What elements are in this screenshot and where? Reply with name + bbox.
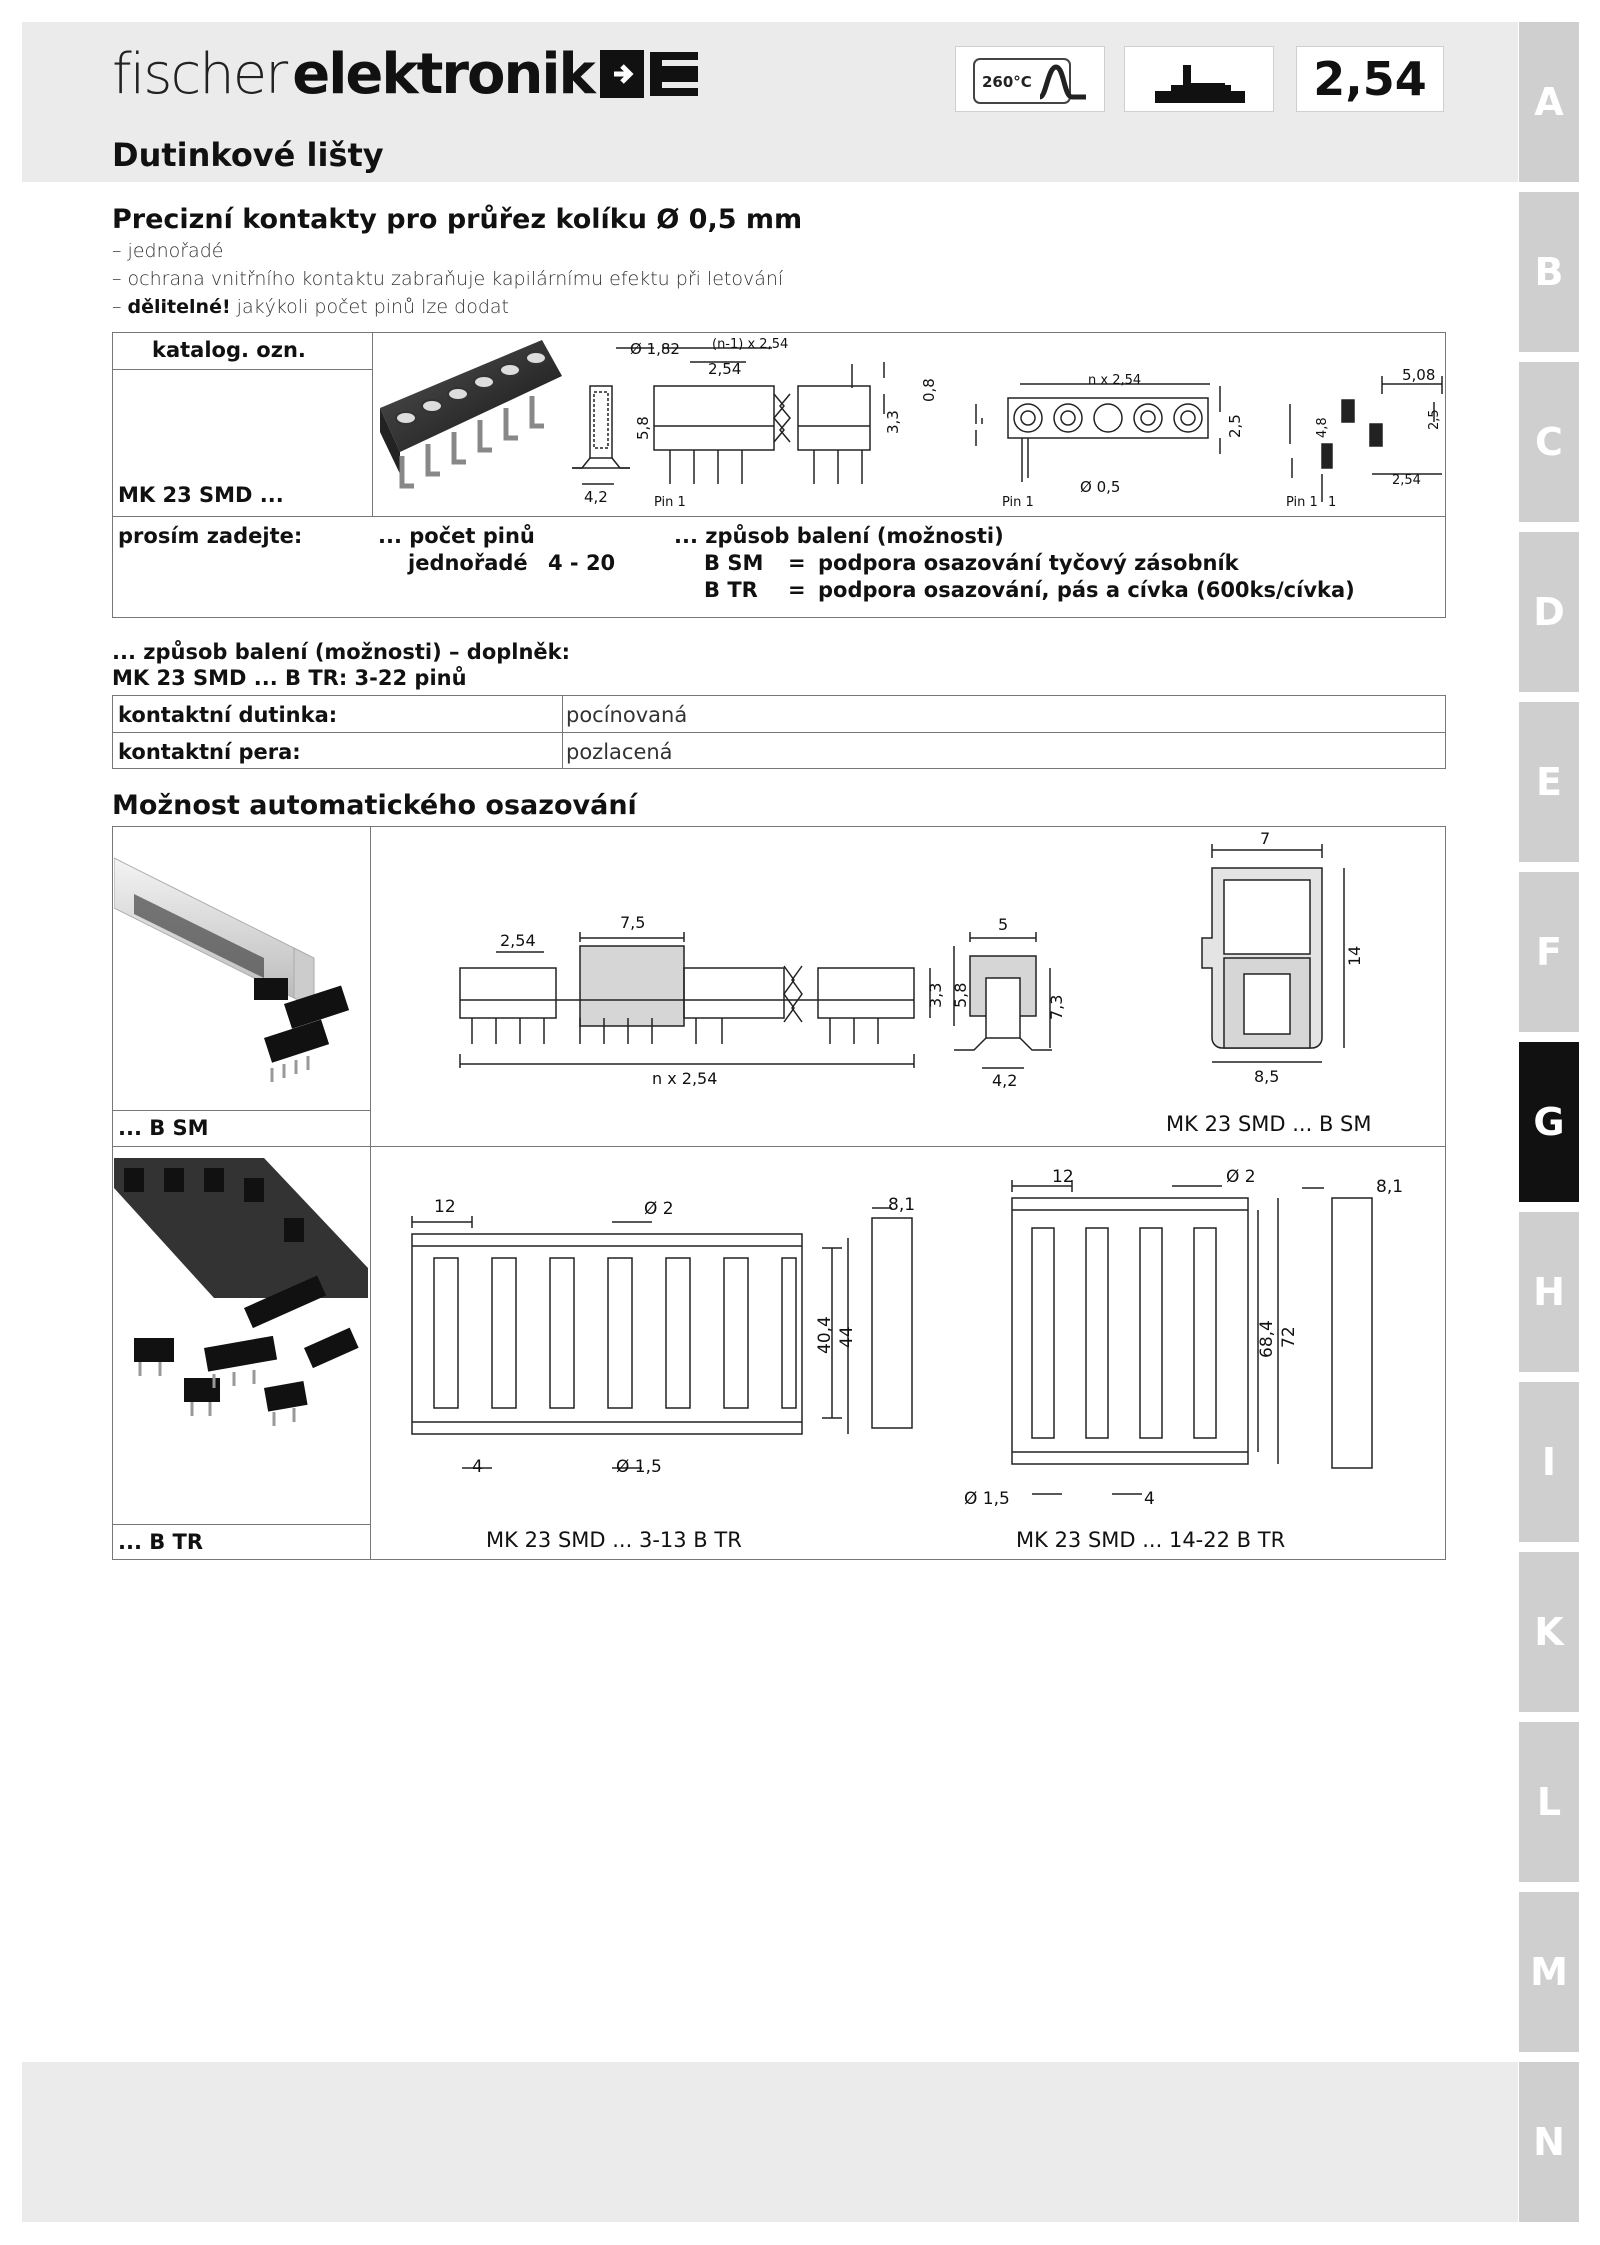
tube-photo-icon [114,828,368,1108]
brand-light: fischer [112,41,287,107]
svg-text:2,54: 2,54 [500,931,536,950]
tape-photo-icon [114,1148,368,1522]
option-code-1: B SM [704,551,764,575]
option-eq-1: = [788,551,806,575]
svg-text:44: 44 [837,1326,857,1348]
bullet-1: – jednořadé [112,240,224,262]
svg-text:4,2: 4,2 [584,488,608,506]
bsm-drawing [372,828,1444,1108]
svg-text:8,1: 8,1 [888,1195,916,1215]
section2-title: Možnost automatického osazování [112,790,637,821]
svg-text:Ø 2: Ø 2 [644,1199,674,1219]
brand-logo [112,41,700,107]
svg-text:2,5: 2,5 [1226,414,1244,438]
svg-text:4: 4 [472,1457,483,1477]
pack-title: ... způsob balení (možnosti) [674,524,1004,548]
smd-mount-icon [1124,46,1274,112]
footer-band [22,2062,1518,2222]
option-desc-1: podpora osazování tyčový zásobník [818,551,1239,575]
tab-h[interactable]: H [1519,1212,1579,1372]
svg-text:Ø 2: Ø 2 [1226,1167,1256,1187]
svg-text:12: 12 [434,1197,456,1217]
tab-d[interactable]: D [1519,532,1579,692]
tab-k[interactable]: K [1519,1552,1579,1712]
supplement-line-2: MK 23 SMD ... B TR: 3-22 pinů [112,666,467,690]
svg-text:Ø 1,82: Ø 1,82 [630,340,680,358]
svg-text:260°C: 260°C [982,73,1032,91]
bullet-2: – ochrana vnitřního kontaktu zabraňuje kapilárnímu efektu při letování [112,268,784,290]
svg-text:7,3: 7,3 [1047,994,1066,1020]
svg-text:Ø 1,5: Ø 1,5 [964,1489,1010,1509]
brand-bold: elektronik [292,41,594,107]
svg-text:2,54: 2,54 [1392,473,1421,488]
solder-temperature-icon [955,46,1105,112]
material-label-1: kontaktní dutinka: [118,703,338,727]
pins-title: ... počet pinů [378,524,535,548]
svg-text:5,08: 5,08 [1402,366,1436,384]
part-number: MK 23 SMD ... [118,483,284,507]
btr-caption-right: MK 23 SMD ... 14-22 B TR [1016,1528,1286,1552]
svg-text:72: 72 [1279,1326,1299,1348]
svg-text:7: 7 [1260,829,1271,848]
btr-label: ... B TR [118,1530,204,1554]
svg-text:5: 5 [998,915,1009,934]
svg-text:12: 12 [1052,1167,1074,1187]
option-code-2: B TR [704,578,758,602]
material-value-2: pozlacená [566,740,673,764]
svg-text:4,2: 4,2 [992,1071,1018,1090]
svg-text:14: 14 [1345,945,1364,966]
svg-text:n x 2,54: n x 2,54 [1088,373,1142,388]
catalog-header: katalog. ozn. [152,338,306,362]
svg-text:Ø 1,5: Ø 1,5 [616,1457,662,1477]
pitch-badge: 2,54 [1296,46,1444,112]
tab-e[interactable]: E [1519,702,1579,862]
btr-drawing [372,1148,1444,1522]
svg-text:3,3: 3,3 [884,410,902,434]
svg-text:7,5: 7,5 [620,913,646,932]
tab-l[interactable]: L [1519,1722,1579,1882]
order-label: prosím zadejte: [118,524,303,548]
tab-i[interactable]: I [1519,1382,1579,1542]
svg-text:3,3: 3,3 [926,982,945,1008]
svg-text:0,8: 0,8 [920,378,938,402]
tab-m[interactable]: M [1519,1892,1579,2052]
svg-text:5,8: 5,8 [951,982,970,1008]
svg-text:4,8: 4,8 [1315,417,1330,438]
logo-mark-icon [600,48,700,100]
tab-g[interactable]: G [1519,1042,1579,1202]
pins-row: jednořadé [408,551,528,575]
option-eq-2: = [788,578,806,602]
tab-b[interactable]: B [1519,192,1579,352]
svg-text:Pin 1: Pin 1 [1002,495,1034,510]
svg-text:8,5: 8,5 [1254,1067,1280,1086]
svg-text:8,1: 8,1 [1376,1177,1404,1197]
svg-text:Pin 1: Pin 1 [1286,495,1318,510]
svg-text:5,8: 5,8 [634,416,652,440]
tab-c[interactable]: C [1519,362,1579,522]
product-photo-icon [372,336,562,514]
svg-text:1: 1 [1328,495,1337,510]
bullet-3: – dělitelné! jakýkoli počet pinů lze dodat [112,296,509,318]
svg-text:68,4: 68,4 [1257,1320,1277,1358]
svg-text:40,4: 40,4 [815,1316,835,1354]
btr-caption-left: MK 23 SMD ... 3-13 B TR [486,1528,742,1552]
section1-title: Precizní kontakty pro průřez kolíku Ø 0,5 mm [112,204,803,235]
svg-text:Ø 0,5: Ø 0,5 [1080,478,1121,496]
option-desc-2: podpora osazování, pás a cívka (600ks/cívka) [818,578,1355,602]
svg-text:(n-1) x 2,54: (n-1) x 2,54 [712,337,789,352]
svg-text:Pin 1: Pin 1 [654,495,686,510]
supplement-line-1: ... způsob balení (možnosti) – doplněk: [112,640,571,664]
bsm-caption: MK 23 SMD ... B SM [1166,1112,1372,1136]
page-title: Dutinkové lišty [112,136,384,174]
material-label-2: kontaktní pera: [118,740,301,764]
dimension-drawing [562,334,1446,516]
svg-text:4: 4 [1144,1489,1155,1509]
svg-text:2,5: 2,5 [1427,409,1442,430]
tab-f[interactable]: F [1519,872,1579,1032]
pins-range: 4 - 20 [548,551,616,575]
material-value-1: pocínovaná [566,703,688,727]
tab-n[interactable]: N [1519,2062,1579,2222]
svg-text:2,54: 2,54 [708,360,742,378]
tab-a[interactable]: A [1519,22,1579,182]
bsm-label: ... B SM [118,1116,209,1140]
svg-text:n x 2,54: n x 2,54 [652,1069,718,1088]
